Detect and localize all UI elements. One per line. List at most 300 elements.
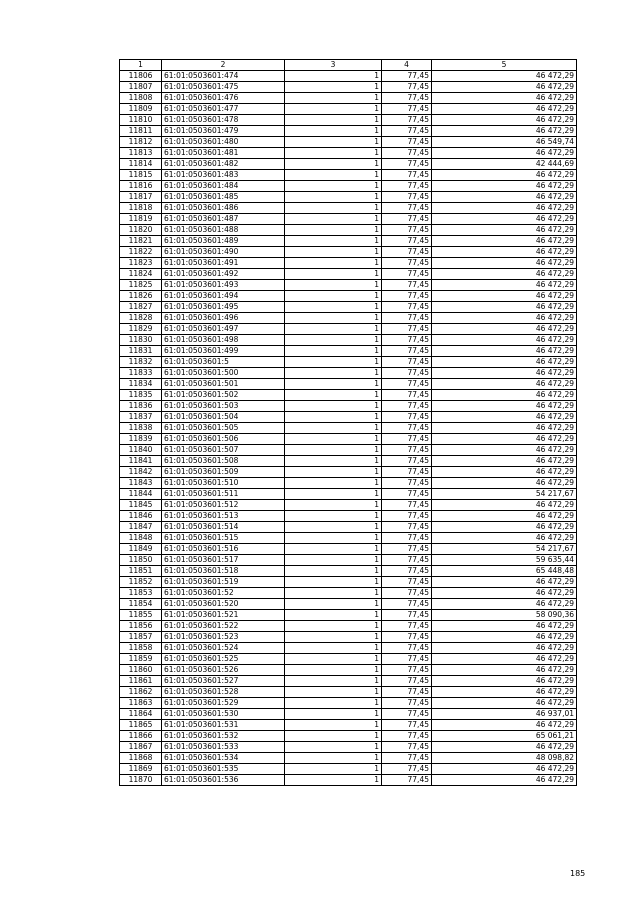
header-row: [120, 60, 577, 71]
table-cell: 1: [285, 379, 382, 390]
table-cell: 77,45: [382, 126, 432, 137]
table-cell: 1: [285, 753, 382, 764]
table-row: [120, 159, 577, 170]
table-row: [120, 346, 577, 357]
column-header-1: 1: [120, 60, 162, 71]
table-cell: 46 472,29: [432, 522, 577, 533]
table-cell: 46 472,29: [432, 665, 577, 676]
table-cell: 1: [285, 742, 382, 753]
table-cell: 77,45: [382, 302, 432, 313]
table-row: [120, 258, 577, 269]
table-cell: 77,45: [382, 203, 432, 214]
table-cell: 77,45: [382, 159, 432, 170]
table-cell: 11859: [120, 654, 162, 665]
table-row: [120, 170, 577, 181]
table-cell: 1: [285, 489, 382, 500]
table-cell: 61:01:0503601:479: [162, 126, 285, 137]
table-cell: 61:01:0503601:506: [162, 434, 285, 445]
table-cell: 1: [285, 236, 382, 247]
table-cell: 46 472,29: [432, 577, 577, 588]
table-cell: 46 472,29: [432, 214, 577, 225]
table-cell: 77,45: [382, 93, 432, 104]
table-cell: 61:01:0503601:508: [162, 456, 285, 467]
table-cell: 46 472,29: [432, 126, 577, 137]
table-cell: 46 472,29: [432, 588, 577, 599]
table-cell: 46 472,29: [432, 423, 577, 434]
table-cell: 77,45: [382, 489, 432, 500]
table-cell: 46 472,29: [432, 115, 577, 126]
table-cell: 1: [285, 335, 382, 346]
table-cell: 77,45: [382, 445, 432, 456]
table-cell: 11814: [120, 159, 162, 170]
table-row: [120, 742, 577, 753]
table-cell: 46 472,29: [432, 467, 577, 478]
table-cell: 46 472,29: [432, 434, 577, 445]
table-row: [120, 368, 577, 379]
table-cell: 11807: [120, 82, 162, 93]
table-cell: 61:01:0503601:493: [162, 280, 285, 291]
table-cell: 77,45: [382, 753, 432, 764]
table-cell: 46 472,29: [432, 511, 577, 522]
table-cell: 11837: [120, 412, 162, 423]
table-row: [120, 313, 577, 324]
table-cell: 11841: [120, 456, 162, 467]
table-cell: 61:01:0503601:532: [162, 731, 285, 742]
table-cell: 1: [285, 357, 382, 368]
table-cell: 11865: [120, 720, 162, 731]
table-cell: 77,45: [382, 225, 432, 236]
table-row: [120, 544, 577, 555]
table-cell: 46 472,29: [432, 500, 577, 511]
table-cell: 11818: [120, 203, 162, 214]
table-cell: 11816: [120, 181, 162, 192]
table-cell: 11867: [120, 742, 162, 753]
table-cell: 61:01:0503601:52: [162, 588, 285, 599]
table-cell: 61:01:0503601:489: [162, 236, 285, 247]
table-cell: 61:01:0503601:524: [162, 643, 285, 654]
table-cell: 77,45: [382, 214, 432, 225]
table-cell: 11831: [120, 346, 162, 357]
table-cell: 46 472,29: [432, 368, 577, 379]
table-cell: 46 472,29: [432, 412, 577, 423]
table-cell: 61:01:0503601:505: [162, 423, 285, 434]
table-cell: 61:01:0503601:529: [162, 698, 285, 709]
table-row: [120, 467, 577, 478]
table-cell: 1: [285, 247, 382, 258]
table-cell: 46 549,74: [432, 137, 577, 148]
table-cell: 77,45: [382, 676, 432, 687]
table-cell: 11864: [120, 709, 162, 720]
table-cell: 46 472,29: [432, 643, 577, 654]
table-cell: 1: [285, 621, 382, 632]
table-row: [120, 445, 577, 456]
table-row: [120, 775, 577, 786]
table-cell: 77,45: [382, 423, 432, 434]
table-cell: 65 061,21: [432, 731, 577, 742]
table-cell: 46 472,29: [432, 104, 577, 115]
table-cell: 61:01:0503601:486: [162, 203, 285, 214]
table-cell: 77,45: [382, 654, 432, 665]
table-cell: 61:01:0503601:516: [162, 544, 285, 555]
table-cell: 46 472,29: [432, 93, 577, 104]
table-cell: 77,45: [382, 115, 432, 126]
table-row: [120, 654, 577, 665]
table-cell: 1: [285, 148, 382, 159]
table-cell: 11840: [120, 445, 162, 456]
table-cell: 61:01:0503601:500: [162, 368, 285, 379]
table-cell: 11839: [120, 434, 162, 445]
table-cell: 77,45: [382, 82, 432, 93]
table-cell: 46 472,29: [432, 742, 577, 753]
table-cell: 11833: [120, 368, 162, 379]
table-cell: 61:01:0503601:496: [162, 313, 285, 324]
table-cell: 46 472,29: [432, 82, 577, 93]
table-cell: 46 472,29: [432, 192, 577, 203]
table-cell: 61:01:0503601:5: [162, 357, 285, 368]
table-cell: 77,45: [382, 258, 432, 269]
table-cell: 1: [285, 577, 382, 588]
table-cell: 77,45: [382, 148, 432, 159]
table-cell: 1: [285, 654, 382, 665]
table-cell: 1: [285, 588, 382, 599]
table-cell: 46 472,29: [432, 302, 577, 313]
table-cell: 77,45: [382, 599, 432, 610]
table-cell: 11813: [120, 148, 162, 159]
table-row: [120, 236, 577, 247]
table-cell: 1: [285, 203, 382, 214]
table-cell: 77,45: [382, 511, 432, 522]
table-cell: 77,45: [382, 467, 432, 478]
table-cell: 1: [285, 214, 382, 225]
table-cell: 77,45: [382, 181, 432, 192]
table-cell: 11835: [120, 390, 162, 401]
table-cell: 11832: [120, 357, 162, 368]
table-cell: 61:01:0503601:527: [162, 676, 285, 687]
table-cell: 61:01:0503601:520: [162, 599, 285, 610]
table-cell: 1: [285, 313, 382, 324]
table-cell: 61:01:0503601:511: [162, 489, 285, 500]
table-cell: 11863: [120, 698, 162, 709]
table-row: [120, 566, 577, 577]
table-cell: 46 472,29: [432, 621, 577, 632]
table-cell: 1: [285, 115, 382, 126]
table-cell: 1: [285, 324, 382, 335]
table-cell: 77,45: [382, 544, 432, 555]
table-cell: 11842: [120, 467, 162, 478]
table-cell: 61:01:0503601:480: [162, 137, 285, 148]
table-row: [120, 764, 577, 775]
table-row: [120, 698, 577, 709]
table-row: [120, 379, 577, 390]
table-cell: 11826: [120, 291, 162, 302]
table-cell: 11851: [120, 566, 162, 577]
table-cell: 46 472,29: [432, 324, 577, 335]
table-row: [120, 137, 577, 148]
table-cell: 11823: [120, 258, 162, 269]
table-cell: 61:01:0503601:485: [162, 192, 285, 203]
table-cell: 46 472,29: [432, 258, 577, 269]
table-cell: 1: [285, 423, 382, 434]
table-cell: 1: [285, 500, 382, 511]
table-row: [120, 434, 577, 445]
table-row: [120, 412, 577, 423]
table-cell: 61:01:0503601:491: [162, 258, 285, 269]
table-cell: 61:01:0503601:531: [162, 720, 285, 731]
table-cell: 77,45: [382, 456, 432, 467]
table-cell: 1: [285, 456, 382, 467]
table-cell: 77,45: [382, 346, 432, 357]
table-cell: 11828: [120, 313, 162, 324]
table-cell: 46 472,29: [432, 148, 577, 159]
table-cell: 77,45: [382, 764, 432, 775]
table-cell: 61:01:0503601:535: [162, 764, 285, 775]
table-cell: 11824: [120, 269, 162, 280]
table-cell: 1: [285, 566, 382, 577]
table-cell: 1: [285, 720, 382, 731]
table-row: [120, 225, 577, 236]
table-cell: 11866: [120, 731, 162, 742]
table-cell: 46 472,29: [432, 269, 577, 280]
table-cell: 11844: [120, 489, 162, 500]
table-cell: 46 472,29: [432, 478, 577, 489]
table-cell: 1: [285, 159, 382, 170]
table-cell: 61:01:0503601:498: [162, 335, 285, 346]
table-cell: 1: [285, 599, 382, 610]
table-cell: 61:01:0503601:487: [162, 214, 285, 225]
table-cell: 1: [285, 170, 382, 181]
table-cell: 46 472,29: [432, 775, 577, 786]
table-cell: 46 472,29: [432, 357, 577, 368]
table-cell: 46 472,29: [432, 599, 577, 610]
table-cell: 77,45: [382, 610, 432, 621]
table-cell: 77,45: [382, 236, 432, 247]
column-header-3: 3: [285, 60, 382, 71]
table-cell: 1: [285, 225, 382, 236]
table-cell: 1: [285, 467, 382, 478]
table-cell: 61:01:0503601:504: [162, 412, 285, 423]
table-cell: 77,45: [382, 775, 432, 786]
table-cell: 1: [285, 522, 382, 533]
table-row: [120, 115, 577, 126]
table-cell: 11868: [120, 753, 162, 764]
table-row: [120, 291, 577, 302]
table-cell: 61:01:0503601:476: [162, 93, 285, 104]
table-cell: 1: [285, 412, 382, 423]
table-cell: 46 472,29: [432, 632, 577, 643]
table-cell: 77,45: [382, 533, 432, 544]
table-row: [120, 643, 577, 654]
table-cell: 61:01:0503601:514: [162, 522, 285, 533]
table-cell: 46 472,29: [432, 687, 577, 698]
table-row: [120, 478, 577, 489]
table-cell: 11858: [120, 643, 162, 654]
table-cell: 46 472,29: [432, 236, 577, 247]
data-table: [119, 59, 577, 786]
table-cell: 11847: [120, 522, 162, 533]
table-cell: 46 472,29: [432, 247, 577, 258]
table-cell: 48 098,82: [432, 753, 577, 764]
table-cell: 11855: [120, 610, 162, 621]
table-cell: 61:01:0503601:495: [162, 302, 285, 313]
table-cell: 61:01:0503601:475: [162, 82, 285, 93]
table-cell: 1: [285, 71, 382, 82]
table-row: [120, 632, 577, 643]
table-row: [120, 709, 577, 720]
table-row: [120, 665, 577, 676]
table-cell: 11857: [120, 632, 162, 643]
table-cell: 1: [285, 346, 382, 357]
table-row: [120, 522, 577, 533]
table-row: [120, 104, 577, 115]
table-cell: 11812: [120, 137, 162, 148]
table-cell: 61:01:0503601:509: [162, 467, 285, 478]
table-cell: 61:01:0503601:521: [162, 610, 285, 621]
table-row: [120, 511, 577, 522]
table-cell: 61:01:0503601:483: [162, 170, 285, 181]
table-cell: 46 472,29: [432, 445, 577, 456]
table-cell: 77,45: [382, 401, 432, 412]
table-cell: 77,45: [382, 555, 432, 566]
table-row: [120, 203, 577, 214]
table-cell: 11830: [120, 335, 162, 346]
table-cell: 46 472,29: [432, 203, 577, 214]
table-row: [120, 676, 577, 687]
table-cell: 46 472,29: [432, 764, 577, 775]
table-cell: 1: [285, 390, 382, 401]
table-cell: 11836: [120, 401, 162, 412]
table-cell: 61:01:0503601:507: [162, 445, 285, 456]
table-row: [120, 533, 577, 544]
table-cell: 77,45: [382, 390, 432, 401]
table-cell: 77,45: [382, 577, 432, 588]
table-cell: 1: [285, 445, 382, 456]
table-cell: 61:01:0503601:517: [162, 555, 285, 566]
table-cell: 46 472,29: [432, 170, 577, 181]
table-cell: 77,45: [382, 566, 432, 577]
table-cell: 11845: [120, 500, 162, 511]
table-cell: 1: [285, 544, 382, 555]
table-cell: 77,45: [382, 247, 432, 258]
table-cell: 1: [285, 302, 382, 313]
table-cell: 11806: [120, 71, 162, 82]
table-cell: 1: [285, 192, 382, 203]
table-cell: 11834: [120, 379, 162, 390]
table-row: [120, 302, 577, 313]
table-cell: 11870: [120, 775, 162, 786]
table-cell: 46 472,29: [432, 676, 577, 687]
table-cell: 11821: [120, 236, 162, 247]
table-cell: 11817: [120, 192, 162, 203]
column-header-5: 5: [432, 60, 577, 71]
table-row: [120, 423, 577, 434]
table-cell: 77,45: [382, 478, 432, 489]
table-cell: 61:01:0503601:477: [162, 104, 285, 115]
table-cell: 46 472,29: [432, 720, 577, 731]
table-cell: 77,45: [382, 742, 432, 753]
table-cell: 77,45: [382, 522, 432, 533]
table-cell: 77,45: [382, 687, 432, 698]
table-row: [120, 610, 577, 621]
table-cell: 11827: [120, 302, 162, 313]
table-row: [120, 687, 577, 698]
table-cell: 61:01:0503601:499: [162, 346, 285, 357]
table-row: [120, 577, 577, 588]
table-cell: 77,45: [382, 170, 432, 181]
table-row: [120, 731, 577, 742]
table-cell: 77,45: [382, 434, 432, 445]
table-row: [120, 401, 577, 412]
table-row: [120, 500, 577, 511]
table-cell: 11856: [120, 621, 162, 632]
table-cell: 11850: [120, 555, 162, 566]
table-cell: 46 472,29: [432, 401, 577, 412]
table-cell: 77,45: [382, 280, 432, 291]
table-cell: 61:01:0503601:494: [162, 291, 285, 302]
table-cell: 1: [285, 643, 382, 654]
table-cell: 77,45: [382, 357, 432, 368]
table-cell: 77,45: [382, 137, 432, 148]
table-cell: 11862: [120, 687, 162, 698]
table-cell: 77,45: [382, 720, 432, 731]
table-cell: 46 472,29: [432, 335, 577, 346]
table-cell: 77,45: [382, 698, 432, 709]
table-row: [120, 192, 577, 203]
table-row: [120, 720, 577, 731]
table-cell: 77,45: [382, 621, 432, 632]
page-number: 185: [570, 869, 586, 878]
table-cell: 1: [285, 280, 382, 291]
table-cell: 61:01:0503601:510: [162, 478, 285, 489]
table-cell: 1: [285, 511, 382, 522]
table-cell: 61:01:0503601:512: [162, 500, 285, 511]
table-cell: 61:01:0503601:501: [162, 379, 285, 390]
table-cell: 61:01:0503601:534: [162, 753, 285, 764]
table-cell: 1: [285, 434, 382, 445]
table-cell: 1: [285, 269, 382, 280]
table-cell: 61:01:0503601:525: [162, 654, 285, 665]
table-cell: 61:01:0503601:497: [162, 324, 285, 335]
table-cell: 77,45: [382, 588, 432, 599]
table-cell: 61:01:0503601:515: [162, 533, 285, 544]
table-cell: 1: [285, 698, 382, 709]
table-cell: 77,45: [382, 313, 432, 324]
table-row: [120, 82, 577, 93]
table-cell: 77,45: [382, 412, 432, 423]
table-cell: 1: [285, 665, 382, 676]
table-cell: 61:01:0503601:528: [162, 687, 285, 698]
table-cell: 58 090,36: [432, 610, 577, 621]
table-cell: 46 472,29: [432, 346, 577, 357]
table-cell: 1: [285, 401, 382, 412]
table-cell: 11848: [120, 533, 162, 544]
table-cell: 61:01:0503601:492: [162, 269, 285, 280]
table-row: [120, 280, 577, 291]
table-cell: 1: [285, 181, 382, 192]
table-cell: 46 472,29: [432, 379, 577, 390]
table-row: [120, 357, 577, 368]
table-cell: 11838: [120, 423, 162, 434]
table-cell: 11825: [120, 280, 162, 291]
table-cell: 59 635,44: [432, 555, 577, 566]
table-cell: 11819: [120, 214, 162, 225]
table-cell: 11820: [120, 225, 162, 236]
table-cell: 11809: [120, 104, 162, 115]
table-cell: 11846: [120, 511, 162, 522]
table-cell: 11861: [120, 676, 162, 687]
table-row: [120, 390, 577, 401]
table-cell: 77,45: [382, 324, 432, 335]
table-cell: 1: [285, 137, 382, 148]
